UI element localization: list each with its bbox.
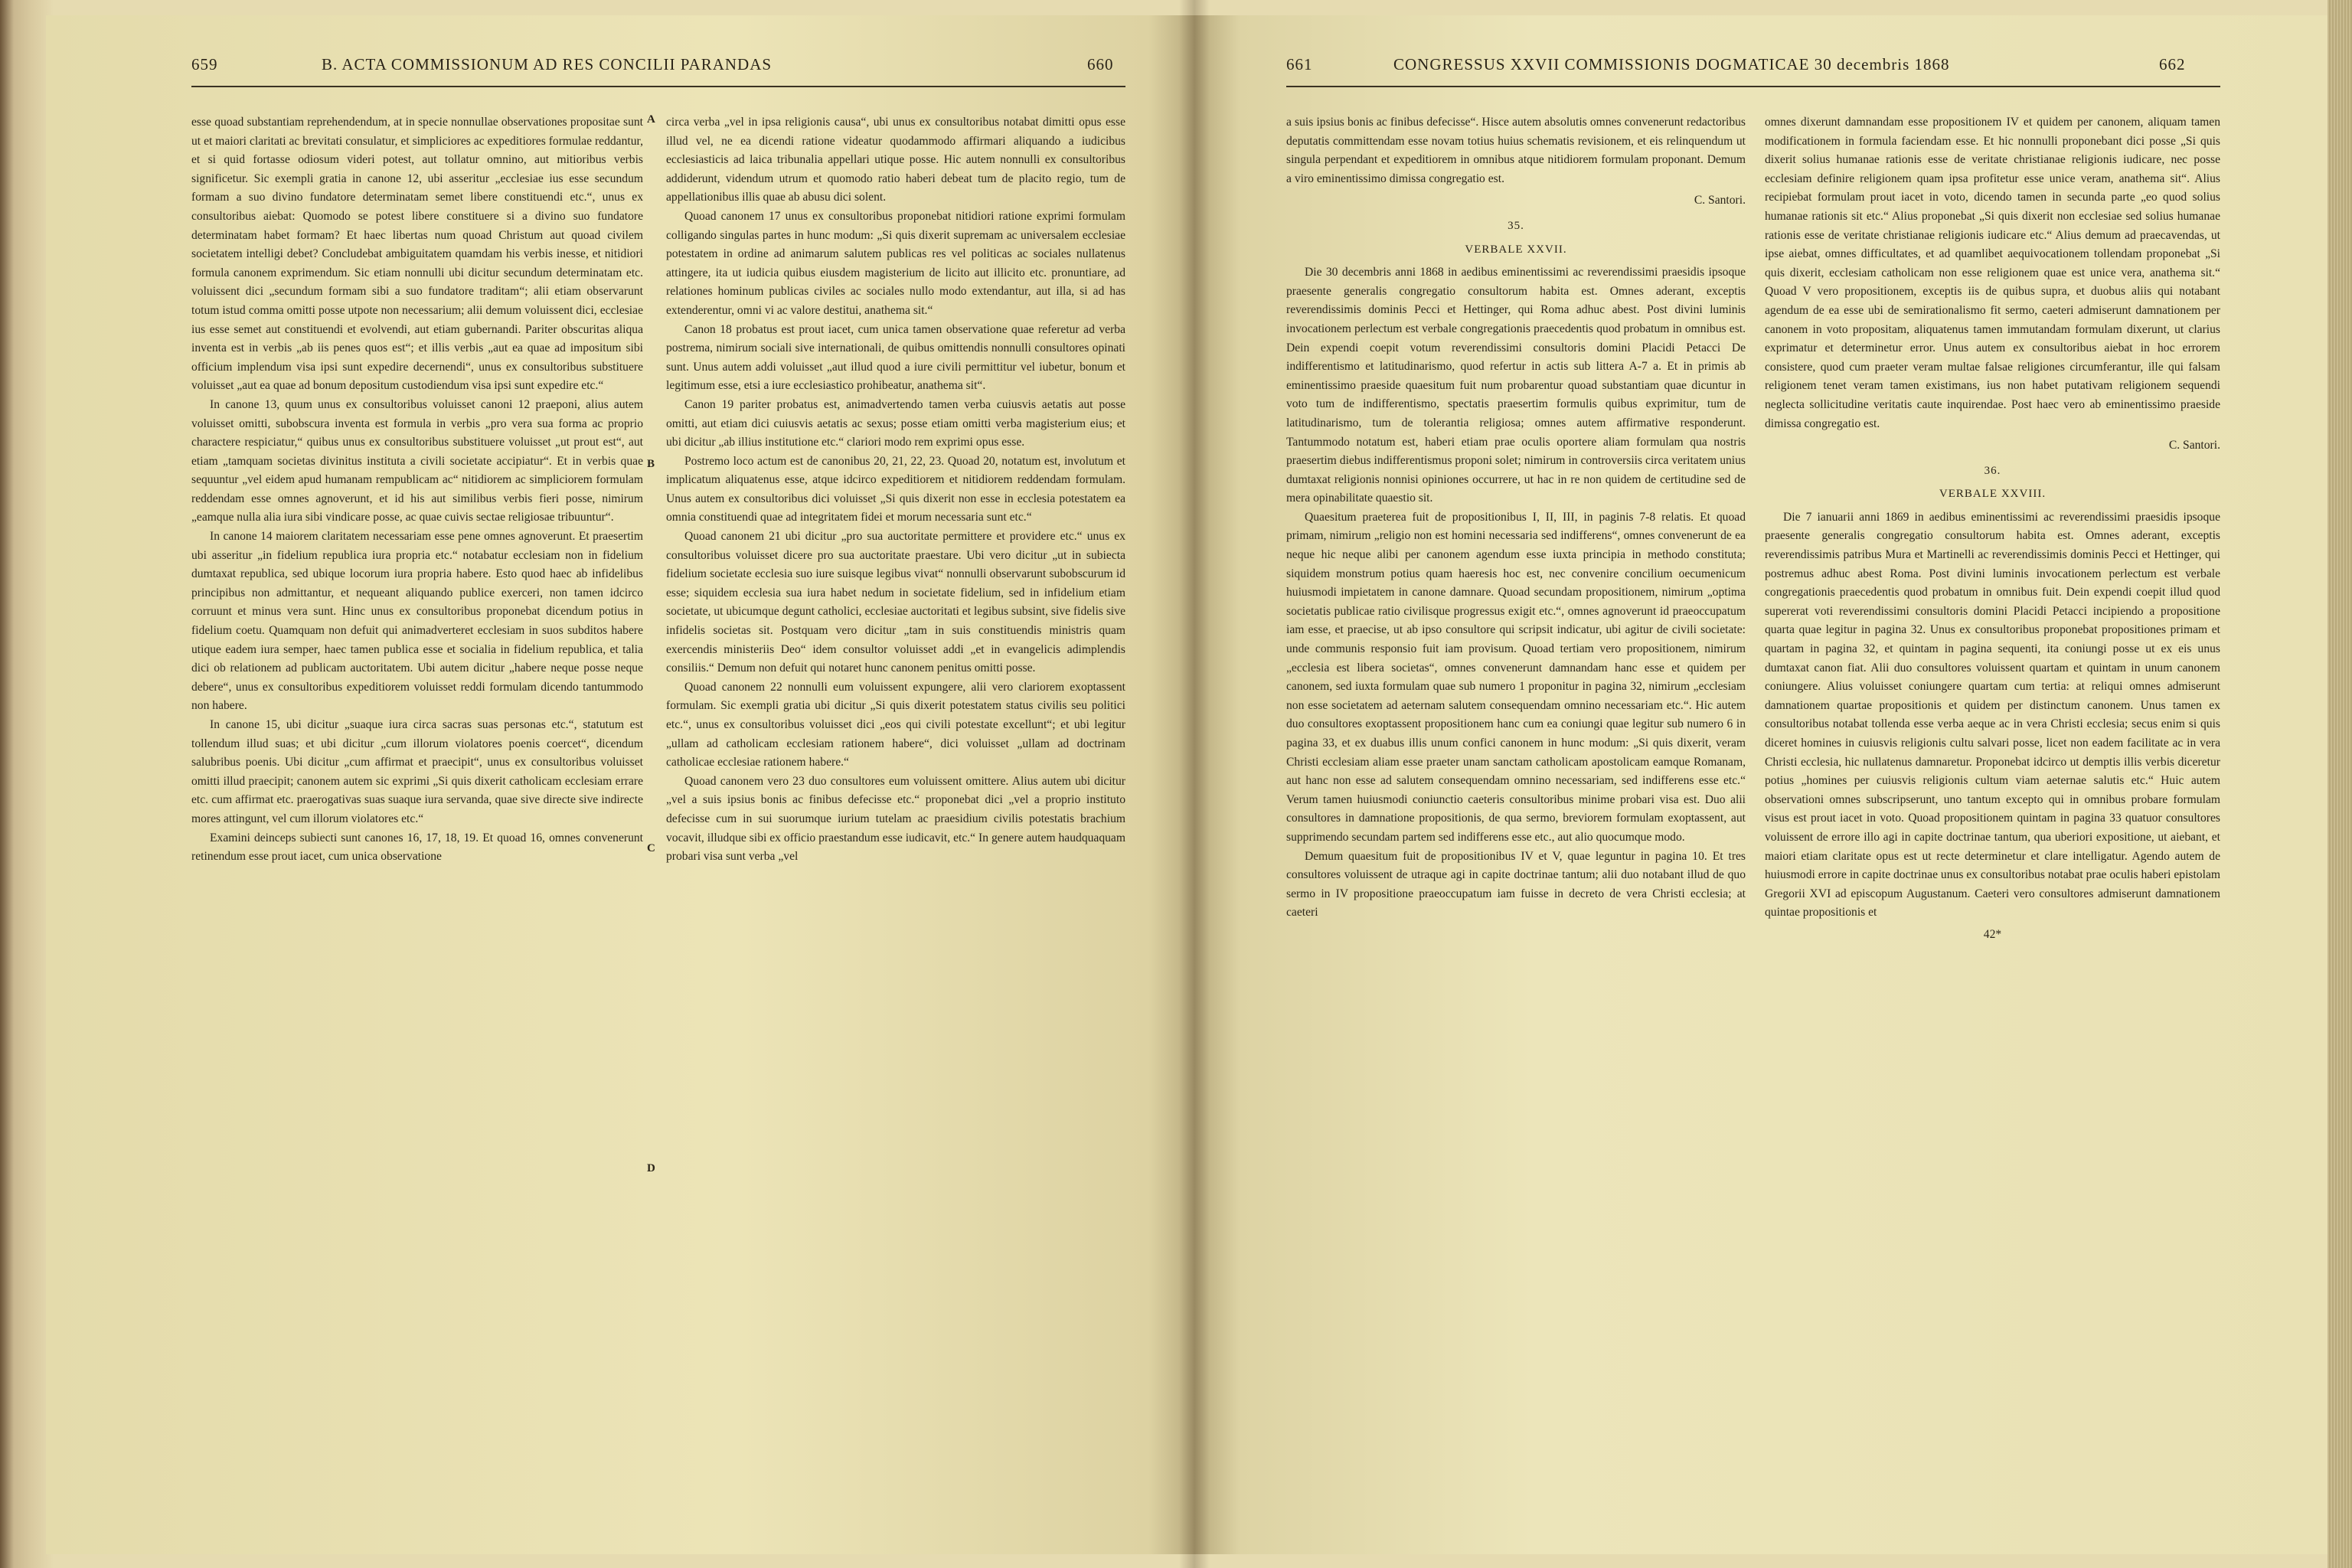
paragraph: Quaesitum praeterea fuit de propositionibus I, II, III, in paginis 7-8 relatis. Et quoad primam, nimirum „religio non est homini necessaria sed indifferens“, omnes convenerunt de ea neque hic neque alibi per canonem agendum esse iuxta principia in methodo constituta; siquidem monstrum potius quam haeresis hoc est, nec convenire concilium oecumenicum huiusmodi impietatem in canone damnare. Quoad secundam propositionem, nimirum „optima societatis publicae ratio civilisque progressus exigit etc.“, omnes agnoverunt id praeoccupatum iam esse, et praecise, ut ab ipso consultore qui scripsit indicatur, ubi agitur de civili societate: unde communis responsio fuit iam provisum. Quoad tertiam vero propositionem, nimirum „ecclesia est libera societas“, omnes convenerunt damnandam hanc esse et quidem per canonem, sed iuxta formulam quae sub numero 1 proponitur in pagina 32, nimirum „ecclesiam non esse societatem ad aeternam salutem consequendam omnino necessariam etc.“. Hic autem duo consultores exoptassent propositionem hanc cum ea coniungi quae legitur sub numero 6 in pagina 33, et ex duabus illis unum confici canonem in hunc modum: „Si quis dixerit, veram Christi ecclesiam aliam esse praeter unam sanctam catholicam apostolicam eamque Romanam, aut hanc non esse ad salutem consequendam omnino necessariam, sed indifferens esse etc.“ Verum tamen huiusmodi coniunctio caeteris consultoribus minime probari visa est. Duo alii consultores in damnatione propositionis, de qua sermo, breviorem formulam exoptassent, aut supprimendo secundam partem sed indifferens esse etc., aut alio quocumque modo. bbox=[1286, 510, 1746, 844]
paragraph: a suis ipsius bonis ac finibus defecisse“. Hisce autem absolutis omnes convenerunt redactoribus deputatis committendam esse novam totius huius schematis revisionem, et eis relinquendum ut singula perpendant et expeditiorem in omnibus atque nitidiorem formulam proponant. Demum a viro eminentissimo dimissa congregatio est. bbox=[1286, 116, 1746, 185]
paragraph: Canon 19 pariter probatus est, animadvertendo tamen verba cuiusvis aetatis aut posse omitti, aut etiam dici cuiusvis aetatis ac sexus; posse etiam omitti verba magisterium eius; et ubi dicitur „ab illius institutione etc.“ clariori modo rem exprimi opus esse. bbox=[666, 397, 1125, 449]
paragraph: Die 7 ianuarii anni 1869 in aedibus eminentissimi ac reverendissimi praesidis ipsoque praesente generalis congregatio consultorum habita est. Omnes aderant, exceptis reverendissimis patribus Mura et Martinelli ac reverendissimis dominis Pecci et Hettinger, qui postremus adhuc abest Roma. Post divini luminis invocationem perlectum est verbale congregationis praecedentis quod probatum in omnibus fuit. Dein expendi coepit illud quod supererat voti reverendissimi consultoris domini Placidi Petacci incipiendo a propositione quarta quae legitur in pagina 32. Unus ex consultoribus proponebat propositiones primam et quartam in pagina 32, et quintam in pagina sequenti, ita coniungi posse ut ex eis unus dumtaxat canon fiat. Alii duo consultores voluissent quartam et quintam in unum canonem coniungere. Alius voluisset coniungere quartam cum tertia: at reliqui omnes admiserunt damnationem quartae propositionis et quidem per distinctum canonem. Unus tamen ex consultoribus notabat tollenda esse verba aeque ac in vera Christi ecclesia; secus enim si quis diceret homines in cuiusvis religionis cultu salvari posse, licet non eadem facilitate ac in vera Christi ecclesia, hic nullatenus damnaretur. Proponebat idcirco ut demptis illis verbis diceretur potius „homines per cuiusvis religionis cultum viam aeternae salutis etc.“ Huic autem observationi omnes subscripserunt, uno tantum excepto qui in omnibus probare formulam visus est prout iacet in voto. Quoad propositionem quintam in pagina 33 quatuor consultores voluissent de errore illo agi in capite doctrinae tantum, qua uberiori expositione, ut aiebant, et maiori etiam claritate opus est ut recte determinetur et clare intelligatur. Agendo autem de huiusmodi errore in capite doctrinae unus ex consultoribus notabat prae oculis haberi epistolam Gregorii XVI ad episcopum Augustanum. Caeteri vero consultores admiserunt damnationem quintae propositionis et bbox=[1765, 510, 2220, 920]
paragraph: omnes dixerunt damnandam esse propositionem IV et quidem per canonem, aliquam tamen modificationem in formula faciendam esse. Et hic nonnulli proponebant dici posse „Si quis dixerit solius humanae rationis esse de veritate christianae religionis iudicare, nec posse ecclesiam definire religionem quam ipsa profitetur esse unice veram, anathema sit“. Alius recipiebat formulam prout iacet in voto, dicendo tamen in secunda parte „eo quod solius humanae rationis sit etc.“ Alius proponebat „Si quis dixerit non ecclesiae sed solius humanae rationis esse de veritate christianae religionis iudicare etc.“ Alius demum ad praecavendas, ut ipse aiebat, omnes difficultates, et ad quamlibet aequivocationem tollendam proponebat „Si quis dixerit, ecclesiam catholicam non esse religionem quae est unice vera, anathema sit.“ Quoad V vero propositionem, exceptis iis de quibus supra, et duobus aliis qui notabant agendum de ea esse ubi de semirationalismo fit sermo, caeteri admiserunt damnationem per canonem in voto propositam, aliquatenus tamen immutandam formulam dixerunt, ut clarius exprimatur et determinetur error. Unus autem ex consultoribus aiebat in hoc errorem consistere, quod cum praeter veram multae falsae religiones circumferantur, ille qui falsam religionem tenet veram tamen existimans, ius non habet putativam religionem sequendi neglecta sollicitudine veritatis caute inquirendae. Post haec vero ab eminentissimo praeside dimissa congregatio est. bbox=[1765, 116, 2220, 430]
section-title: VERBALE XXVII. bbox=[1465, 243, 1567, 256]
paragraph: circa verba „vel in ipsa religionis causa“, ubi unus ex consultoribus notabat dimitti opus esse illud vel, ne ea dicendi ratione videatur quodammodo affirmari aliquando a iudicibus ecclesiasticis ad laica tribunalia appellari utique posse. Hic autem nonnulli ex consultoribus addiderunt, videndum utrum et quomodo ratio haberi debeat tum de placito regio, tum de appellationibus illis quae ab abusu dici solent. bbox=[666, 116, 1125, 204]
signature: C. Santori. bbox=[2168, 439, 2220, 452]
book-gutter bbox=[1179, 0, 1210, 1568]
paragraph: In canone 15, ubi dicitur „suaque iura circa sacras suas personas etc.“, statutum est tollendum illud suas; et ubi dicitur „cum illorum violatores poenis coercet“, dicendum salubribus poenis. Ubi dicitur „cum affirmat et praecipit“, unus ex consultoribus voluisset omitti illud praecipit; canonem autem sic exprimi „Si quis dixerit catholicam ecclesiam errare etc. cum affirmat etc. praerogativas suas suaque iura servanda, quae sive directe sive indirecte mores attingunt, vel cum illorum violatores etc.“ bbox=[191, 718, 643, 825]
printer-signature: 42* bbox=[1983, 927, 2002, 941]
margin-letter-b: B bbox=[647, 458, 655, 470]
page-number-662: 662 bbox=[2159, 55, 2186, 74]
section-number: 35. bbox=[1508, 219, 1524, 232]
paragraph: Demum quaesitum fuit de propositionibus IV et V, quae leguntur in pagina 10. Et tres consultores voluissent de utraque agi in capite doctrinae tantum; alii duo notabant illud de quo sermo in IV propositione praeoccupatum iam fuisse in decreto de vera Christi ecclesia; at caeteri bbox=[1286, 849, 1746, 920]
header-rule bbox=[1286, 86, 2220, 87]
left-page bbox=[46, 15, 1194, 1554]
paragraph: Postremo loco actum est de canonibus 20, 21, 22, 23. Quoad 20, notatum est, involutum et implicatum aliquatenus esse, atque idcirco expeditiorem et nitidiorem reddendam formulam. Unus autem ex consultoribus dici voluisset „Si quis dixerit non esse in ecclesia potestatem ea omnia constituendi quae ad integritatem fidei et morum necessaria sunt etc.“ bbox=[666, 454, 1125, 524]
right-page bbox=[1194, 15, 2328, 1554]
paragraph: Quoad canonem 21 ubi dicitur „pro sua auctoritate permittere et providere etc.“ unus ex consultoribus voluisset dicere pro sua auctoritate praestare. Ubi vero dicitur „ut in subiecta fidelium societate ecclesia suo iure suisque legibus vivat“ nonnulli observarunt subobscurum id esse; siquidem ecclesia sua iura habet nedum in societate fidelium, sed in infidelium etiam societate, ut ubicumque degunt catholici, ecclesiae auctoritati et legibus subsint, sive fidelis sive infidelis societas sit. Postquam vero dicitur „tam in suis constituendis ministris quam exercendis ministeriis Deo“ idem consultor voluisset addi „et in evangelicis adimplendis consiliis.“ Demum non defuit qui notaret hunc canonem penitus omitti posse. bbox=[666, 530, 1125, 675]
right-running-title: CONGRESSUS XXVII COMMISSIONIS DOGMATICAE 30 decembris 1868 bbox=[1393, 55, 1950, 74]
section-title: VERBALE XXVIII. bbox=[1939, 488, 2047, 501]
margin-letter-a: A bbox=[647, 113, 655, 126]
page-number-659: 659 bbox=[191, 55, 218, 74]
signature: C. Santori. bbox=[1694, 194, 1746, 207]
right-column-1 bbox=[1286, 113, 1746, 923]
paragraph: In canone 14 maiorem claritatem necessariam esse pene omnes agnoverunt. Et praesertim ubi asseritur „in fidelium republica iura propria etc.“ notabatur ecclesiam non in fidelium dumtaxat republica, sed ubique locorum iura propria habere. Esto quod haec ab infidelibus principibus non admittantur, et nequeant aliquando publice exerceri, non tamen idcirco corruunt et minus vera sunt. Hinc unus ex consultoribus proponebat dicendum potius in fidelium coetu. Quamquam non defuit qui animadverteret ecclesiam in suos subditos habere utique eadem iura semper, haec tamen publica esse et socialia in fidelium republica, et talia dici ob relationem ad publicam auctoritatem. Ubi autem dicitur „habere neque posse neque debere“, unus ex consultoribus expeditiorem voluisset reddi formulam dicendo tantummodo non habere. bbox=[191, 530, 643, 713]
left-running-title: B. ACTA COMMISSIONUM AD RES CONCILII PARANDAS bbox=[322, 55, 773, 74]
paragraph: Quoad canonem 17 unus ex consultoribus proponebat nitidiori ratione exprimi formulam colligando singulas partes in hunc modum: „Si quis dixerit supremam ac universalem ecclesiae potestatem in ordine ad animarum salutem publicas res vel politicas ac sociales nullatenus attingere, ita ut iudicia quibus eiusdem magisterium de licito aut illicito etc. pronuntiare, ad relationes hominum publicas civiles ac sociales nullo modo extendantur, aut illa, si ad has extenderentur, omni vi ac valore destitui, anathema sit.“ bbox=[666, 209, 1125, 317]
page-number-661: 661 bbox=[1286, 55, 1313, 74]
margin-letter-d: D bbox=[647, 1162, 655, 1174]
paragraph: In canone 13, quum unus ex consultoribus voluisset canoni 12 praeponi, alius autem voluisset omitti, subobscura inventa est formula in verbis „pro vera sua forma ac proprio charactere respiciatur,“ quibus unus ex consultoribus substituere voluisset „ut prout est“, aut etiam „tamquam societas divinitus instituta a civili societate accipiatur“. Et in verbis quae sequuntur „vel eidem apud humanam rempublicam ac“ nitidiorem ac simpliciorem formulam reddendam esse omnes agnoverunt, et id his aut similibus verbis fieri posse, nimirum „eamque nulla alia iura sibi vindicare posse, ac quae cuivis sectae religiosae tribuuntur“. bbox=[191, 397, 643, 524]
right-column-2 bbox=[1765, 113, 2220, 951]
paragraph: Quoad canonem 22 nonnulli eum voluissent expungere, alii vero clariorem exoptassent formulam. Sic exempli gratia ubi dicitur „Si quis dixerit potestatem status civilis seu politici etc.“, unus ex consultoribus voluisset dici „eos qui civili potestate excellunt“; et ubi legitur „ullam ad catholicam ecclesiam rationem habere“, dici voluisset „ullam ad doctrinam catholicae ecclesiae rationem habere.“ bbox=[666, 680, 1125, 769]
paragraph: Examini deinceps subiecti sunt canones 16, 17, 18, 19. Et quoad 16, omnes convenerunt retinendum esse prout iacet, cum unica observatione bbox=[191, 831, 643, 864]
left-column-2 bbox=[666, 113, 1125, 867]
header-rule bbox=[191, 86, 1125, 87]
paragraph: Quoad canonem vero 23 duo consultores eum voluissent omittere. Alius autem ubi dicitur „vel a suis ipsius bonis ac finibus defecisse etc.“ proponebat dici „vel a proprio instituto defecisse cum in sui suorumque iurium tutelam ac praesidium civilis potestatis brachium vocavit, illudque sibi ex officio praestandum esse iudicavit, etc.“ In genere autem haudquaquam probari visa sunt verba „vel bbox=[666, 774, 1125, 864]
left-column-1 bbox=[191, 113, 643, 867]
paragraph: Die 30 decembris anni 1868 in aedibus eminentissimi ac reverendissimi praesidis ipsoque praesente generalis congregatio consultorum habita est. Omnes aderant, exceptis reverendissimis dominis Pecci et Hettinger, qui Roma adhuc abest. Post divini luminis invocationem perlectum est verbale congregationis praecedentis quod probatum in omnibus est. Dein expendi coepit votum reverendissimi consultoris domini Placidi Petacci De indifferentismo et latitudinarismo, quod refertur in actis sub littera A-7 a. Et in primis ab eminentissimo praeside quaesitum fuit num probarentur quoad substantiam quae dicuntur in voto tum de indifferentismo, spectatis praesertim formulis quibus exprimitur, tum de latitudinarismo, tum de tolerantia religiosa; omnes autem affirmative responderunt. Tantummodo notatum est, haberi etiam prae oculis oportere aliam formulam qua nostris praesertim diebus indifferentismus proponi solet; nimirum in controversiis circa veritatem unius dumtaxat religionis nonnisi opiniones occurrere, ut hac in re non quidem de certitudine sed de mera opinabilitate quaestio sit. bbox=[1286, 266, 1746, 505]
paragraph: esse quoad substantiam reprehendendum, at in specie nonnullae observationes propositae sunt ut et maiori claritati ac brevitati consulatur, et simpliciores ac expeditiores formulae reddantur, et si quid fortasse odiosum videri potest, aut tollatur omnino, aut mitioribus verbis significetur. Sic exempli gratia in canone 12, ubi asseritur „ecclesiae ius esse secundum formam a suo divino fundatore determinatam semet libere constituendi etc.“, unus ex consultoribus aiebat: Quomodo se potest libere constituere si a divino suo fundatore determinatam habet formam? Et haec libertas num quoad Christum aut quoad civilem societatem intelligi debet? Concludebat ambiguitatem quamdam his verbis inesse, et nitidiori formula canonem exprimendum. Sic etiam nonnulli ubi dicitur secundum determinatam etc. voluissent dici „secundum formam sibi a suo fundatore traditam“; alii etiam observarunt totum istud comma omitti posse utpote non necessarium; alii demum voluissent dici, ecclesiae ius esse semet aut constituendi et evolvendi, aut etiam gubernandi. Pariter obscuritas aliqua inventa est in verbis „ab iis penes quos est“; et illis verbis „aut ea quae ad impositum sibi officium implendum visa ipsi sunt expedire decernendi“, unus ex consultoribus substituere voluisset „aut ea quae ad bonum depositum custodiendum visa ipsi sunt expedire etc.“ bbox=[191, 116, 643, 393]
section-number: 36. bbox=[1984, 464, 2001, 477]
margin-letter-c: C bbox=[647, 842, 655, 854]
page-edges bbox=[2328, 0, 2352, 1568]
paragraph: Canon 18 probatus est prout iacet, cum unica tamen observatione quae referetur ad verba postrema, nimirum sociali sive internationali, de quibus omittendis nonnulli consultores opinati sunt. Unus autem addi voluisset „aut illud quod a iure civili permittitur vel iubetur, bonum et legitimum esse, etsi a iure ecclesiastico prohibeatur, anathema sit“. bbox=[666, 322, 1125, 393]
page-number-660: 660 bbox=[1087, 55, 1114, 74]
